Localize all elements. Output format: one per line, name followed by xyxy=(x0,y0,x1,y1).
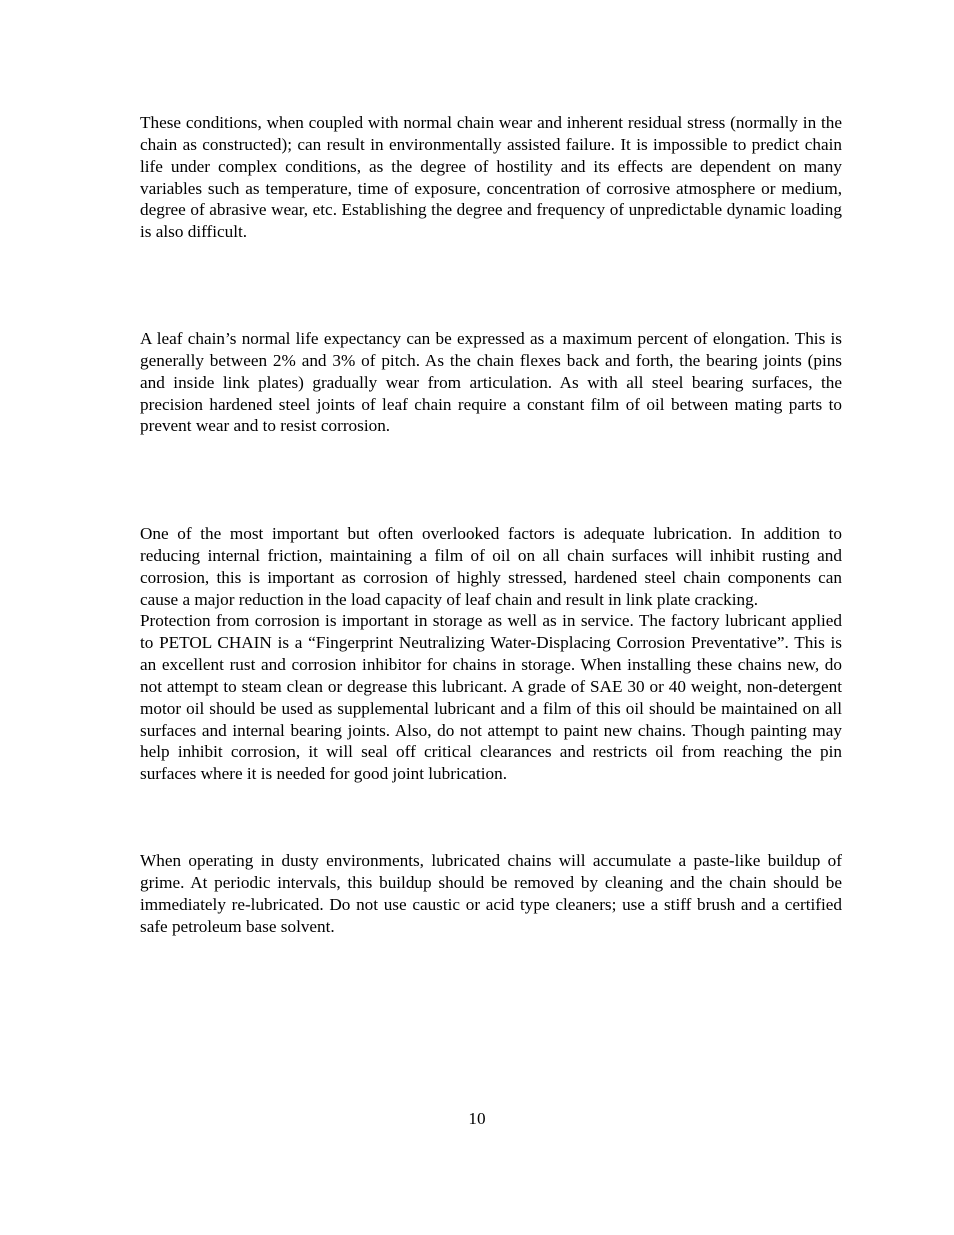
paragraph-chain-life-conditions: These conditions, when coupled with normal chain wear and inherent residual stress (normally in the chain as constructed); can result in environmentally assisted failure. It is impossible to predict chain life under complex conditions, as the degree of hostility and its effects are dependent on many variables such as temperature, time of exposure, concentration of corrosive atmosphere or medium, degree of abrasive wear, etc. Establishing the degree and frequency of unpredictable dynamic loading is also difficult. xyxy=(140,113,842,242)
paragraph-life-expectancy: A leaf chain’s normal life expectancy can be expressed as a maximum percent of elongation. This is generally between 2% and 3% of pitch. As the chain flexes back and forth, the bearing joints (pins and inside link plates) gradually wear from articulation. As with all steel bearing surfaces, the precision hardened steel joints of leaf chain require a constant film of oil between mating parts to prevent wear and to resist corrosion. xyxy=(140,329,842,436)
paragraph-dusty-environments: When operating in dusty environments, lubricated chains will accumulate a paste-like buildup of grime. At periodic intervals, this buildup should be removed by cleaning and the chain should be immediately re-lubricated. Do not use caustic or acid type cleaners; use a stiff brush and a certified safe petroleum base solvent. xyxy=(140,851,842,936)
paragraph-corrosion-protection: Protection from corrosion is important in storage as well as in service. The factory lubricant applied to PETOL CHAIN is a “Fingerprint Neutralizing Water-Displacing Corrosion Preventative”. This is an excellent rust and corrosion inhibitor for chains in storage. When installing these chains new, do not attempt to steam clean or degrease this lubricant. A grade of SAE 30 or 40 weight, non-detergent motor oil should be used as supplemental lubricant and a film of this oil should be maintained on all surfaces and internal bearing joints. Also, do not attempt to paint new chains. Though painting may help inhibit corrosion, it will seal off critical clearances and restricts oil from reaching the pin surfaces where it is needed for good joint lubrication. xyxy=(140,611,842,784)
paragraph-lubrication: One of the most important but often overlooked factors is adequate lubrication. In addition to reducing internal friction, maintaining a film of oil on all chain surfaces will inhibit rusting and corrosion, this is important as corrosion of highly stressed, hardened steel chain components can cause a major reduction in the load capacity of leaf chain and result in link plate cracking. xyxy=(140,524,842,609)
page-number: 10 xyxy=(468,1109,486,1128)
lubrication-section xyxy=(140,523,842,785)
